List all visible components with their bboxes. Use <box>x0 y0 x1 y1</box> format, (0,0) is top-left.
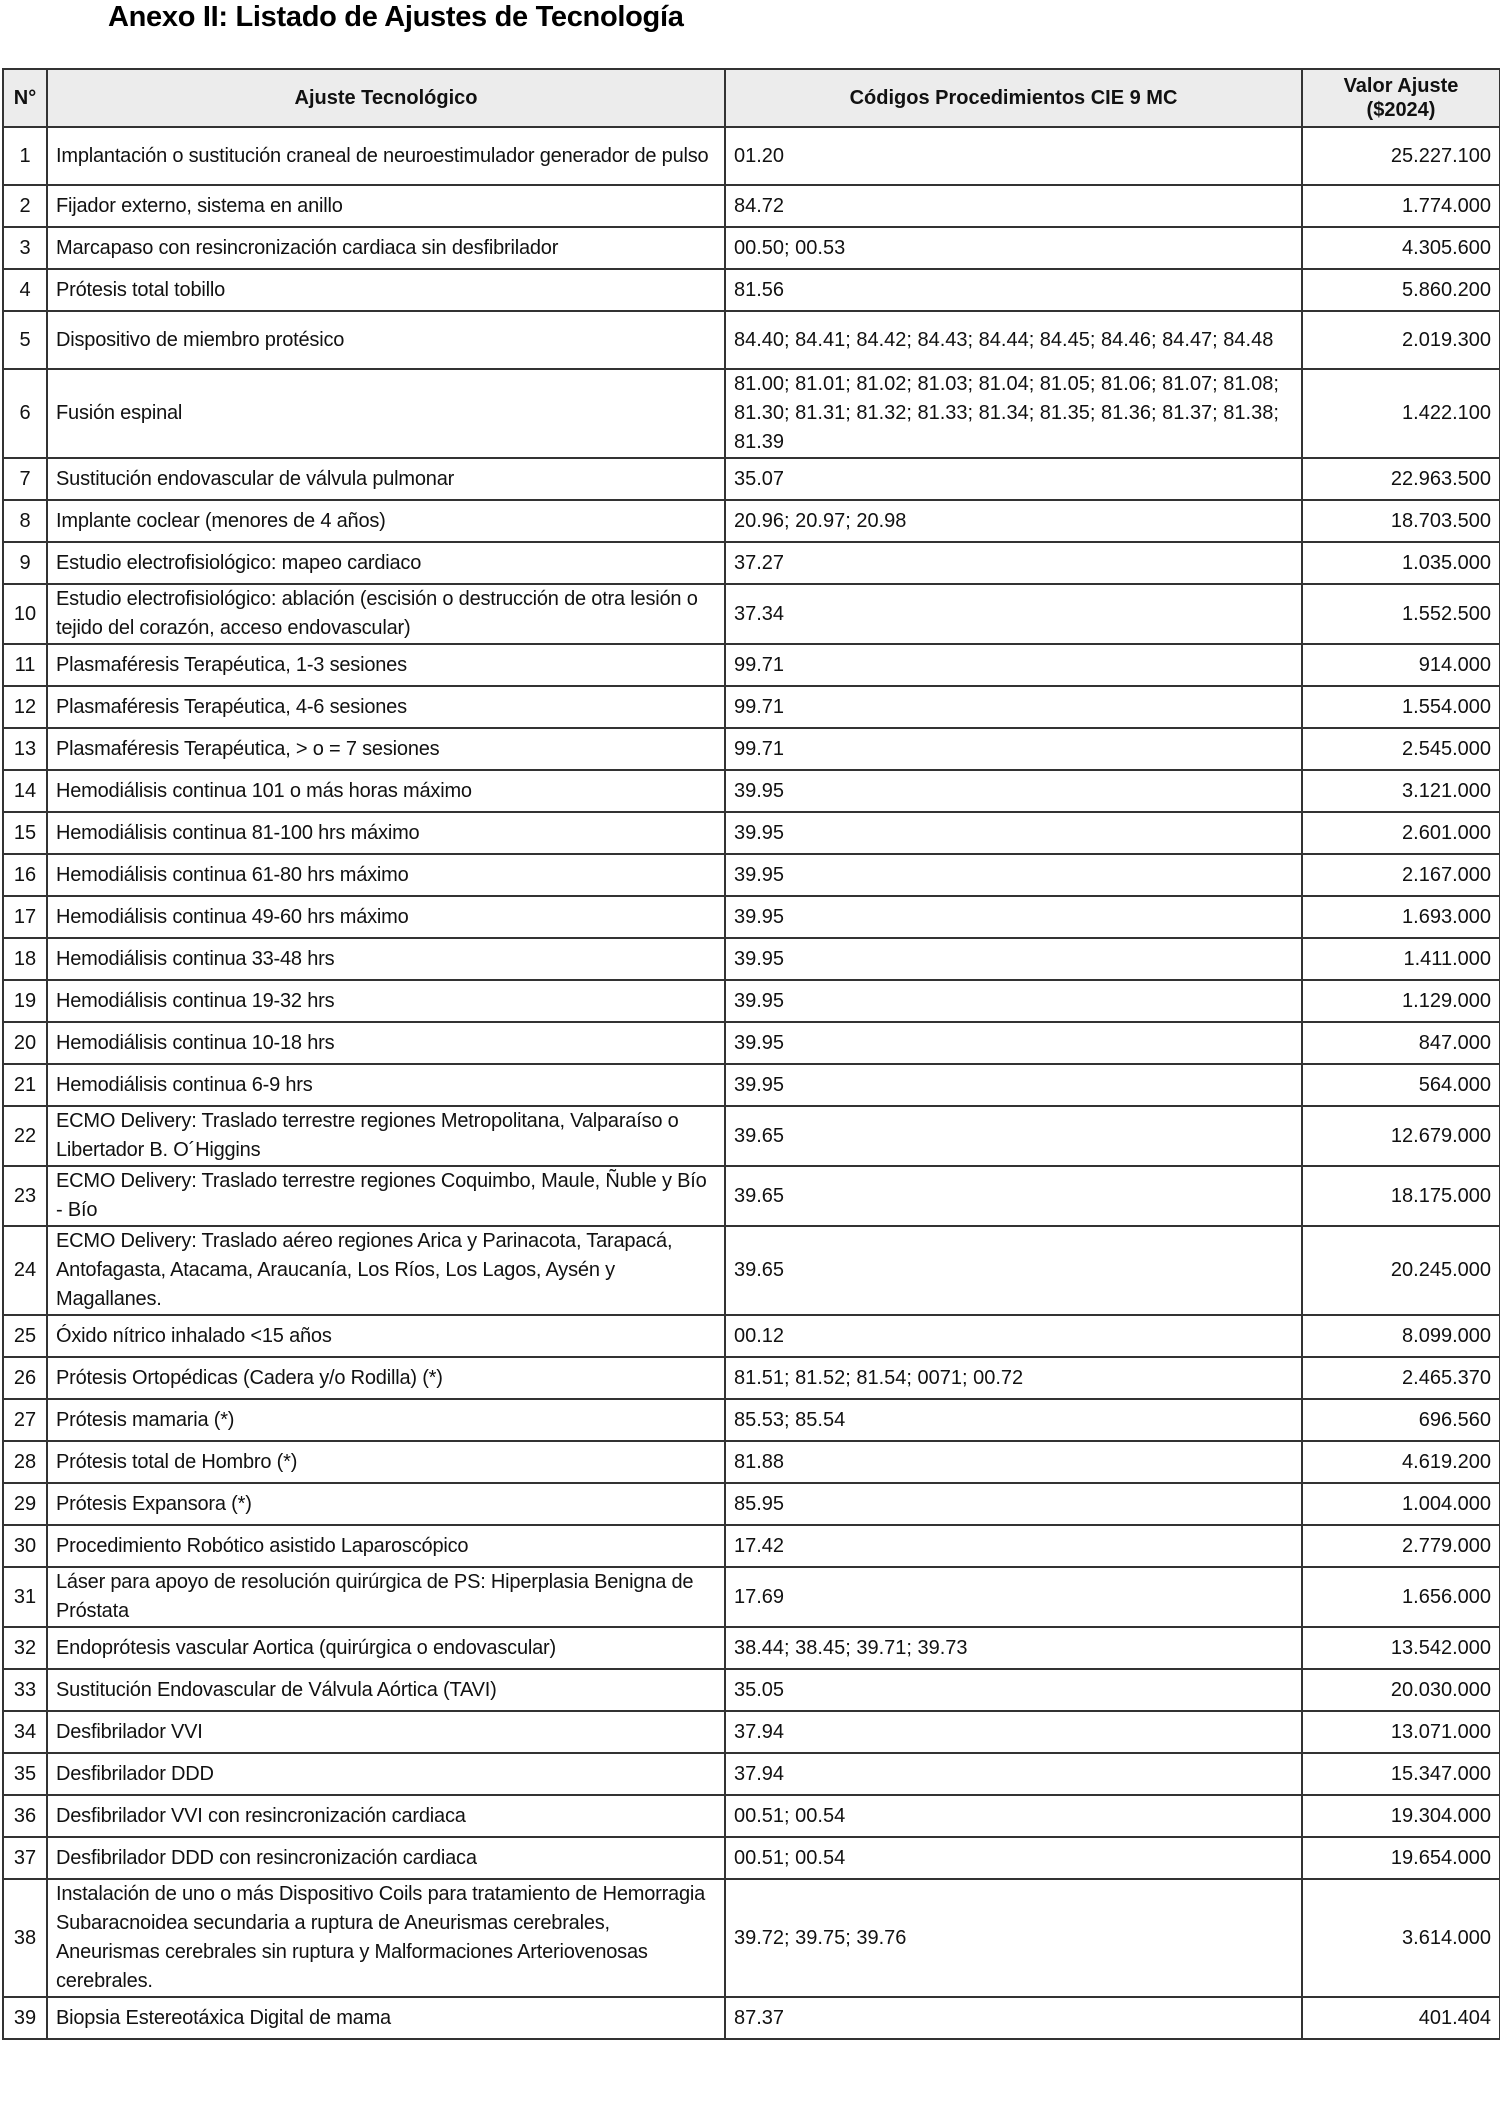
row-number: 21 <box>3 1064 47 1106</box>
row-description: Implantación o sustitución craneal de neuroestimulador generador de pulso <box>47 127 725 185</box>
table-row <box>3 1357 1500 1399</box>
row-codes: 99.71 <box>725 644 1302 686</box>
row-codes: 37.34 <box>725 584 1302 644</box>
table-row <box>3 938 1500 980</box>
table-row <box>3 127 1500 185</box>
row-number: 3 <box>3 227 47 269</box>
row-description: Desfibrilador VVI con resincronización cardiaca <box>47 1795 725 1837</box>
table-row <box>3 269 1500 311</box>
table-row <box>3 854 1500 896</box>
row-value: 19.304.000 <box>1302 1795 1500 1837</box>
row-number: 2 <box>3 185 47 227</box>
row-description: ECMO Delivery: Traslado terrestre regiones Metropolitana, Valparaíso o Libertador B. O´Higgins <box>47 1106 725 1166</box>
row-value: 4.619.200 <box>1302 1441 1500 1483</box>
row-value: 4.305.600 <box>1302 227 1500 269</box>
row-description: Hemodiálisis continua 6-9 hrs <box>47 1064 725 1106</box>
row-codes: 35.05 <box>725 1669 1302 1711</box>
row-value: 5.860.200 <box>1302 269 1500 311</box>
row-codes: 39.72; 39.75; 39.76 <box>725 1879 1302 1997</box>
row-codes: 84.40; 84.41; 84.42; 84.43; 84.44; 84.45; 84.46; 84.47; 84.48 <box>725 311 1302 369</box>
row-description: Hemodiálisis continua 49-60 hrs máximo <box>47 896 725 938</box>
table-row <box>3 1483 1500 1525</box>
row-description: Implante coclear (menores de 4 años) <box>47 500 725 542</box>
table-row <box>3 896 1500 938</box>
row-codes: 81.56 <box>725 269 1302 311</box>
row-number: 25 <box>3 1315 47 1357</box>
row-codes: 39.95 <box>725 1064 1302 1106</box>
table-row <box>3 500 1500 542</box>
table-row <box>3 1627 1500 1669</box>
row-description: Plasmaféresis Terapéutica, > o = 7 sesiones <box>47 728 725 770</box>
table-row <box>3 1997 1500 2039</box>
row-description: Hemodiálisis continua 101 o más horas máximo <box>47 770 725 812</box>
row-number: 31 <box>3 1567 47 1627</box>
row-description: Hemodiálisis continua 33-48 hrs <box>47 938 725 980</box>
row-number: 17 <box>3 896 47 938</box>
row-value: 2.167.000 <box>1302 854 1500 896</box>
row-description: Biopsia Estereotáxica Digital de mama <box>47 1997 725 2039</box>
row-description: Dispositivo de miembro protésico <box>47 311 725 369</box>
table-row <box>3 542 1500 584</box>
row-codes: 99.71 <box>725 728 1302 770</box>
row-number: 32 <box>3 1627 47 1669</box>
row-description: Hemodiálisis continua 61-80 hrs máximo <box>47 854 725 896</box>
row-value: 2.779.000 <box>1302 1525 1500 1567</box>
table-row <box>3 1525 1500 1567</box>
row-codes: 00.51; 00.54 <box>725 1837 1302 1879</box>
row-value: 13.542.000 <box>1302 1627 1500 1669</box>
row-description: Prótesis total tobillo <box>47 269 725 311</box>
row-value: 401.404 <box>1302 1997 1500 2039</box>
table-row <box>3 644 1500 686</box>
row-number: 36 <box>3 1795 47 1837</box>
row-value: 1.552.500 <box>1302 584 1500 644</box>
table-row <box>3 1022 1500 1064</box>
table-row <box>3 185 1500 227</box>
row-number: 13 <box>3 728 47 770</box>
table-row <box>3 1669 1500 1711</box>
table-row <box>3 584 1500 644</box>
row-number: 27 <box>3 1399 47 1441</box>
row-codes: 17.69 <box>725 1567 1302 1627</box>
row-codes: 39.65 <box>725 1166 1302 1226</box>
row-number: 24 <box>3 1226 47 1315</box>
row-number: 11 <box>3 644 47 686</box>
row-number: 7 <box>3 458 47 500</box>
row-description: Estudio electrofisiológico: mapeo cardiaco <box>47 542 725 584</box>
table-row <box>3 1166 1500 1226</box>
row-value: 12.679.000 <box>1302 1106 1500 1166</box>
row-value: 1.554.000 <box>1302 686 1500 728</box>
row-description: Marcapaso con resincronización cardiaca sin desfibrilador <box>47 227 725 269</box>
row-number: 6 <box>3 369 47 458</box>
table-row <box>3 369 1500 458</box>
row-description: Desfibrilador DDD <box>47 1753 725 1795</box>
row-number: 39 <box>3 1997 47 2039</box>
page-title: Anexo II: Listado de Ajustes de Tecnología <box>108 1 684 33</box>
row-value: 2.465.370 <box>1302 1357 1500 1399</box>
row-number: 19 <box>3 980 47 1022</box>
table-row <box>3 812 1500 854</box>
row-codes: 17.42 <box>725 1525 1302 1567</box>
row-description: Prótesis mamaria (*) <box>47 1399 725 1441</box>
row-number: 18 <box>3 938 47 980</box>
table-row <box>3 1399 1500 1441</box>
table-row <box>3 980 1500 1022</box>
row-codes: 85.53; 85.54 <box>725 1399 1302 1441</box>
header-codes: Códigos Procedimientos CIE 9 MC <box>725 69 1302 127</box>
row-codes: 85.95 <box>725 1483 1302 1525</box>
row-codes: 87.37 <box>725 1997 1302 2039</box>
row-value: 25.227.100 <box>1302 127 1500 185</box>
table-row <box>3 1795 1500 1837</box>
row-number: 22 <box>3 1106 47 1166</box>
row-value: 22.963.500 <box>1302 458 1500 500</box>
row-description: ECMO Delivery: Traslado terrestre regiones Coquimbo, Maule, Ñuble y Bío - Bío <box>47 1166 725 1226</box>
row-description: Estudio electrofisiológico: ablación (escisión o destrucción de otra lesión o tejido del corazón, acceso endovascular) <box>47 584 725 644</box>
row-value: 914.000 <box>1302 644 1500 686</box>
row-codes: 00.12 <box>725 1315 1302 1357</box>
row-codes: 39.95 <box>725 1022 1302 1064</box>
header-value: Valor Ajuste ($2024) <box>1302 69 1500 127</box>
row-value: 1.774.000 <box>1302 185 1500 227</box>
row-value: 8.099.000 <box>1302 1315 1500 1357</box>
table-row <box>3 1753 1500 1795</box>
row-value: 1.422.100 <box>1302 369 1500 458</box>
row-value: 15.347.000 <box>1302 1753 1500 1795</box>
row-description: Hemodiálisis continua 81-100 hrs máximo <box>47 812 725 854</box>
table-row <box>3 1315 1500 1357</box>
row-codes: 39.95 <box>725 854 1302 896</box>
row-value: 2.601.000 <box>1302 812 1500 854</box>
row-value: 847.000 <box>1302 1022 1500 1064</box>
row-value: 1.129.000 <box>1302 980 1500 1022</box>
table-row <box>3 1711 1500 1753</box>
row-codes: 39.95 <box>725 896 1302 938</box>
row-codes: 81.51; 81.52; 81.54; 0071; 00.72 <box>725 1357 1302 1399</box>
table-row <box>3 1226 1500 1315</box>
row-value: 564.000 <box>1302 1064 1500 1106</box>
table-row <box>3 1837 1500 1879</box>
row-description: Instalación de uno o más Dispositivo Coils para tratamiento de Hemorragia Subaracnoidea secundaria a ruptura de Aneurismas cerebrales, Aneurismas cerebrales sin ruptura y Malformaciones Arteriovenosas cerebrales. <box>47 1879 725 1997</box>
table-row <box>3 728 1500 770</box>
row-description: Hemodiálisis continua 19-32 hrs <box>47 980 725 1022</box>
row-value: 2.545.000 <box>1302 728 1500 770</box>
row-codes: 81.88 <box>725 1441 1302 1483</box>
row-description: Sustitución Endovascular de Válvula Aórtica (TAVI) <box>47 1669 725 1711</box>
row-value: 3.614.000 <box>1302 1879 1500 1997</box>
row-number: 12 <box>3 686 47 728</box>
row-description: Desfibrilador VVI <box>47 1711 725 1753</box>
row-number: 29 <box>3 1483 47 1525</box>
row-description: Prótesis total de Hombro (*) <box>47 1441 725 1483</box>
table-row <box>3 1064 1500 1106</box>
row-number: 4 <box>3 269 47 311</box>
row-number: 23 <box>3 1166 47 1226</box>
row-value: 1.411.000 <box>1302 938 1500 980</box>
row-number: 26 <box>3 1357 47 1399</box>
row-description: Plasmaféresis Terapéutica, 4-6 sesiones <box>47 686 725 728</box>
row-codes: 37.94 <box>725 1711 1302 1753</box>
row-codes: 39.95 <box>725 980 1302 1022</box>
table-row <box>3 770 1500 812</box>
row-codes: 39.65 <box>725 1226 1302 1315</box>
row-description: Sustitución endovascular de válvula pulmonar <box>47 458 725 500</box>
table-row <box>3 686 1500 728</box>
row-value: 18.703.500 <box>1302 500 1500 542</box>
row-number: 10 <box>3 584 47 644</box>
row-value: 696.560 <box>1302 1399 1500 1441</box>
row-value: 3.121.000 <box>1302 770 1500 812</box>
row-number: 35 <box>3 1753 47 1795</box>
row-description: Procedimiento Robótico asistido Laparoscópico <box>47 1525 725 1567</box>
row-description: Láser para apoyo de resolución quirúrgica de PS: Hiperplasia Benigna de Próstata <box>47 1567 725 1627</box>
row-number: 8 <box>3 500 47 542</box>
row-number: 37 <box>3 1837 47 1879</box>
row-codes: 39.95 <box>725 938 1302 980</box>
row-number: 30 <box>3 1525 47 1567</box>
row-value: 1.004.000 <box>1302 1483 1500 1525</box>
row-codes: 39.95 <box>725 812 1302 854</box>
row-value: 2.019.300 <box>1302 311 1500 369</box>
row-description: Prótesis Ortopédicas (Cadera y/o Rodilla) (*) <box>47 1357 725 1399</box>
table-row <box>3 1879 1500 1997</box>
row-codes: 99.71 <box>725 686 1302 728</box>
table-body <box>3 127 1500 2039</box>
header-description: Ajuste Tecnológico <box>47 69 725 127</box>
table-row <box>3 458 1500 500</box>
row-codes: 84.72 <box>725 185 1302 227</box>
row-value: 18.175.000 <box>1302 1166 1500 1226</box>
table-header-row <box>3 69 1500 127</box>
row-codes: 81.00; 81.01; 81.02; 81.03; 81.04; 81.05; 81.06; 81.07; 81.08; 81.30; 81.31; 81.32; 81.33; 81.34; 81.35; 81.36; 81.37; 81.38; 81.39 <box>725 369 1302 458</box>
table-row <box>3 311 1500 369</box>
row-codes: 01.20 <box>725 127 1302 185</box>
row-codes: 39.65 <box>725 1106 1302 1166</box>
row-description: ECMO Delivery: Traslado aéreo regiones Arica y Parinacota, Tarapacá, Antofagasta, Atacama, Araucanía, Los Ríos, Los Lagos, Aysén y Magallanes. <box>47 1226 725 1315</box>
row-codes: 00.50; 00.53 <box>725 227 1302 269</box>
row-description: Prótesis Expansora (*) <box>47 1483 725 1525</box>
table-row <box>3 227 1500 269</box>
row-codes: 39.95 <box>725 770 1302 812</box>
row-number: 28 <box>3 1441 47 1483</box>
row-number: 15 <box>3 812 47 854</box>
row-codes: 00.51; 00.54 <box>725 1795 1302 1837</box>
header-num: N° <box>3 69 47 127</box>
row-description: Fusión espinal <box>47 369 725 458</box>
row-description: Plasmaféresis Terapéutica, 1-3 sesiones <box>47 644 725 686</box>
row-description: Desfibrilador DDD con resincronización cardiaca <box>47 1837 725 1879</box>
row-number: 1 <box>3 127 47 185</box>
row-codes: 20.96; 20.97; 20.98 <box>725 500 1302 542</box>
row-codes: 35.07 <box>725 458 1302 500</box>
row-value: 19.654.000 <box>1302 1837 1500 1879</box>
row-number: 5 <box>3 311 47 369</box>
row-description: Hemodiálisis continua 10-18 hrs <box>47 1022 725 1064</box>
row-value: 1.035.000 <box>1302 542 1500 584</box>
table-row <box>3 1441 1500 1483</box>
row-codes: 38.44; 38.45; 39.71; 39.73 <box>725 1627 1302 1669</box>
row-number: 20 <box>3 1022 47 1064</box>
row-number: 9 <box>3 542 47 584</box>
row-description: Endoprótesis vascular Aortica (quirúrgica o endovascular) <box>47 1627 725 1669</box>
row-value: 20.030.000 <box>1302 1669 1500 1711</box>
row-codes: 37.27 <box>725 542 1302 584</box>
row-codes: 37.94 <box>725 1753 1302 1795</box>
table-row <box>3 1567 1500 1627</box>
row-number: 34 <box>3 1711 47 1753</box>
row-description: Fijador externo, sistema en anillo <box>47 185 725 227</box>
row-value: 1.693.000 <box>1302 896 1500 938</box>
row-number: 38 <box>3 1879 47 1997</box>
row-description: Óxido nítrico inhalado <15 años <box>47 1315 725 1357</box>
row-value: 20.245.000 <box>1302 1226 1500 1315</box>
row-number: 14 <box>3 770 47 812</box>
table-row <box>3 1106 1500 1166</box>
row-number: 33 <box>3 1669 47 1711</box>
row-value: 13.071.000 <box>1302 1711 1500 1753</box>
technology-adjustments-table <box>2 68 1500 2040</box>
row-number: 16 <box>3 854 47 896</box>
row-value: 1.656.000 <box>1302 1567 1500 1627</box>
